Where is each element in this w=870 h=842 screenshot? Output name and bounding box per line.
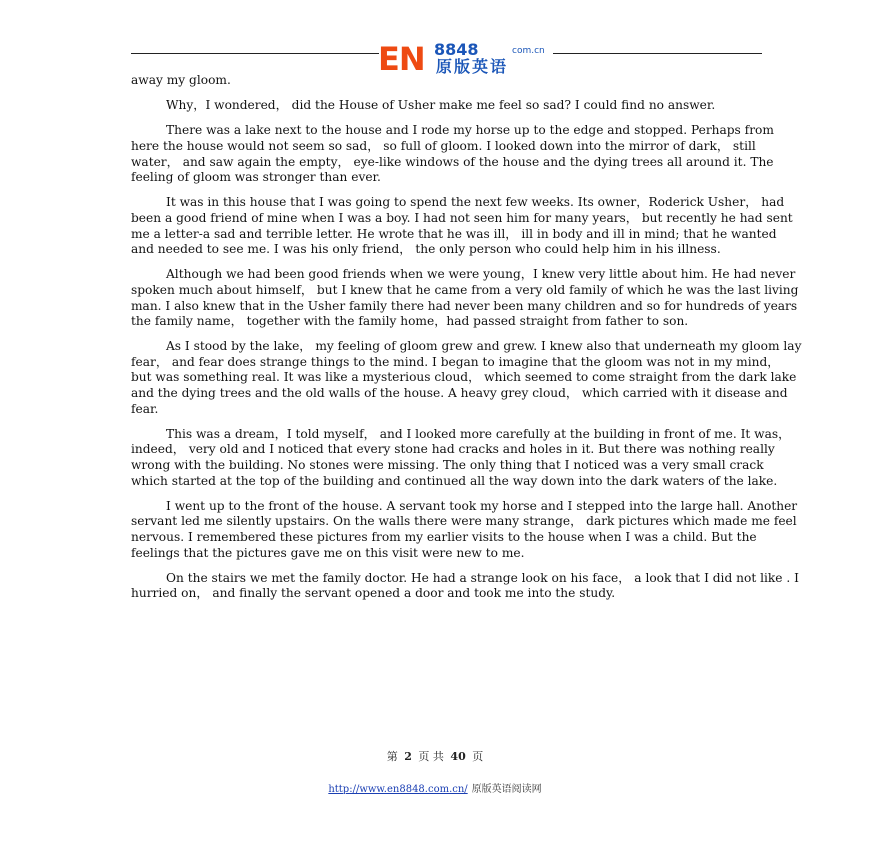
- document-body: [131, 73, 803, 612]
- logo-chinese-text: 原版英语: [436, 57, 509, 76]
- page-number-prefix: 第: [386, 750, 398, 763]
- page-number: [0, 748, 870, 764]
- logo-number: 8848: [434, 40, 479, 59]
- logo-domain: com.cn: [512, 46, 545, 56]
- paragraph: I went up to the front of the house. A servant took my horse and I stepped into the large hall. Another servant led me silently upstairs. On the walls there were many strange， dark pictures which made me feel nervous. I remembered these pictures from my earlier visits to the house when I was a child. But the feelings that the pictures gave me on this visit were new to me.: [131, 498, 798, 560]
- page-number-middle: 页 共: [418, 750, 444, 763]
- footer-url-link[interactable]: http://www.en8848.com.cn/: [328, 784, 468, 795]
- footer-site-name: 原版英语阅读网: [471, 784, 542, 795]
- page-number-total: 40: [450, 750, 466, 763]
- paragraph: There was a lake next to the house and I rode my horse up to the edge and stopped. Perhaps from here the house would not seem so sad， so full of gloom. I looked down into the mirror of dark， still water， and saw again the empty， eye-like windows of the house and the dying trees all around it. The feeling of gloom was stronger than ever.: [131, 123, 774, 185]
- footer: [0, 780, 870, 795]
- paragraph: As I stood by the lake， my feeling of gloom grew and grew. I knew also that underneath my gloom lay fear， and fear does strange things to the mind. I began to imagine that the gloom was not in my mind， but was something real. It was like a mysterious cloud， which seemed to come straight from the dark lake and the dying trees and the old walls of the house. A heavy grey cloud， which carried with it disease and fear.: [131, 339, 802, 416]
- site-logo[interactable]: [378, 42, 556, 76]
- paragraph: Why，I wondered， did the House of Usher make me feel so sad? I could find no answer.: [166, 98, 716, 113]
- paragraph: It was in this house that I was going to spend the next few weeks. Its owner，Roderick Usher， had been a good friend of mine when I was a boy. I had not seen him for many years， but recently he had sent me a letter-a sad and terrible letter. He wrote that he was ill， ill in body and ill in mind; that he wanted and needed to see me. I was his only friend， the only person who could help him in his illness.: [131, 195, 793, 257]
- paragraph: This was a dream，I told myself， and I looked more carefully at the building in front of me. It was， indeed， very old and I noticed that every stone had cracks and holes in it. But there was nothing really wrong with the building. No stones were missing. The only thing that I noticed was a very small crack which started at the top of the building and continued all the way down into the dark waters of the lake.: [131, 426, 791, 488]
- header-rule-left: [131, 53, 379, 54]
- paragraph: away my gloom.: [131, 73, 231, 87]
- page-number-suffix: 页: [472, 750, 484, 763]
- page-number-current: 2: [404, 750, 412, 763]
- logo-main-text: EN: [378, 40, 425, 78]
- paragraph: On the stairs we met the family doctor. He had a strange look on his face， a look that I did not like . I hurried on， and finally the servant opened a door and took me into the study.: [131, 570, 799, 601]
- header-rule-right: [553, 53, 762, 54]
- paragraph: Although we had been good friends when we were young，I knew very little about him. He had never spoken much about himself， but I knew that he came from a very old family of which he was the last living man. I also knew that in the Usher family there had never been many children and so for hundreds of years the family name， together with the family home，had passed straight from father to son.: [131, 267, 799, 329]
